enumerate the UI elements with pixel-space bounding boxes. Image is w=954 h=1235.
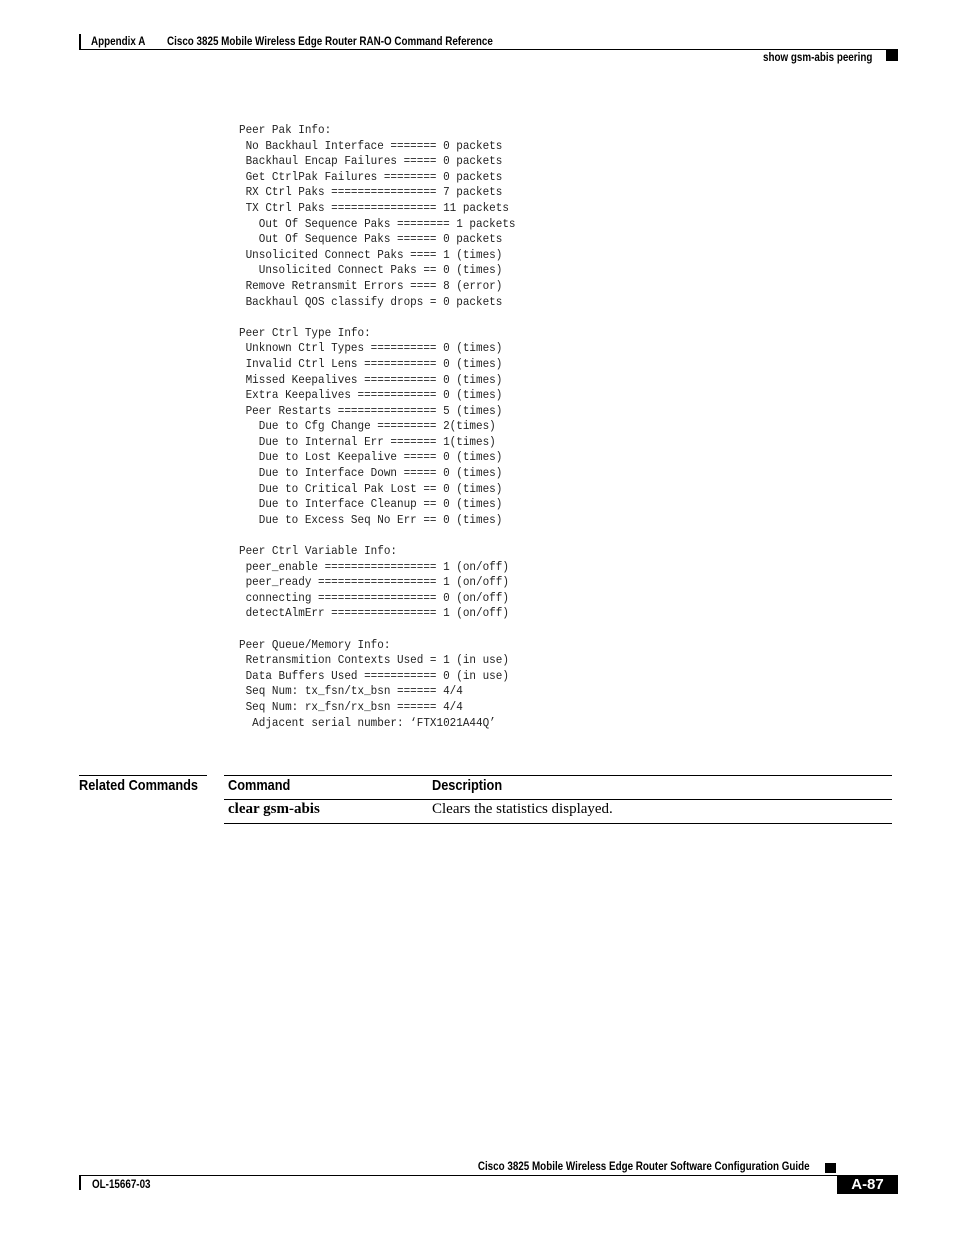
header-marker-box: [886, 50, 898, 61]
header-left-bar: [79, 34, 81, 50]
code-line: TX Ctrl Paks ================ 11 packets: [239, 200, 509, 215]
code-line: Invalid Ctrl Lens =========== 0 (times): [239, 356, 503, 371]
code-line: Peer Restarts =============== 5 (times): [239, 403, 503, 418]
code-line: No Backhaul Interface ======= 0 packets: [239, 138, 503, 153]
code-line: peer_enable ================= 1 (on/off): [239, 559, 509, 574]
page-number: A-87: [837, 1175, 898, 1194]
table-top-rule: [224, 775, 892, 776]
table-cell-command: clear gsm-abis: [228, 801, 320, 817]
code-line: Due to Lost Keepalive ===== 0 (times): [239, 450, 503, 465]
table-cell-description: Clears the statistics displayed.: [432, 801, 613, 817]
code-line: Remove Retransmit Errors ==== 8 (error): [239, 278, 503, 293]
related-commands-rule: [79, 775, 207, 776]
code-line: Out Of Sequence Paks ======== 1 packets: [239, 216, 516, 231]
header-command: show gsm-abis peering: [762, 50, 872, 64]
command-output-example: [239, 123, 516, 731]
code-line: connecting ================== 0 (on/off): [239, 590, 509, 605]
code-line: Get CtrlPak Failures ======== 0 packets: [239, 169, 503, 184]
footer-marker-box: [825, 1163, 836, 1173]
code-line: Extra Keepalives ============ 0 (times): [239, 388, 503, 403]
header-chapter: Cisco 3825 Mobile Wireless Edge Router RAN-O Command Reference: [167, 34, 493, 48]
code-line: Backhaul Encap Failures ===== 0 packets: [239, 154, 503, 169]
header-section: Appendix A: [91, 34, 146, 48]
code-line: Due to Critical Pak Lost == 0 (times): [239, 481, 503, 496]
table-bottom-rule: [224, 823, 892, 824]
footer-rule: [79, 1175, 837, 1176]
footer-guide-title: Cisco 3825 Mobile Wireless Edge Router Software Configuration Guide: [478, 1159, 810, 1173]
table-header-rule: [224, 799, 892, 800]
code-line: Due to Interface Cleanup == 0 (times): [239, 497, 503, 512]
code-line: Out Of Sequence Paks ====== 0 packets: [239, 232, 503, 247]
code-line: Peer Ctrl Variable Info:: [239, 544, 398, 559]
code-line: Unsolicited Connect Paks == 0 (times): [239, 263, 503, 278]
code-line: Peer Pak Info:: [239, 123, 332, 137]
code-line: detectAlmErr ================ 1 (on/off): [239, 606, 509, 621]
code-line: Missed Keepalives =========== 0 (times): [239, 372, 503, 387]
code-line: Backhaul QOS classify drops = 0 packets: [239, 294, 503, 309]
code-line: Due to Internal Err ======= 1(times): [239, 434, 496, 449]
code-line: Peer Ctrl Type Info:: [239, 325, 371, 340]
code-line: peer_ready ================== 1 (on/off): [239, 575, 509, 590]
code-line: Seq Num: tx_fsn/tx_bsn ====== 4/4: [239, 684, 463, 699]
footer-doc-number: OL-15667-03: [92, 1177, 151, 1191]
code-line: Due to Interface Down ===== 0 (times): [239, 466, 503, 481]
code-line: Due to Excess Seq No Err == 0 (times): [239, 512, 503, 527]
code-line: Unknown Ctrl Types ========== 0 (times): [239, 341, 503, 356]
table-header-description: Description: [432, 777, 503, 794]
code-line: Seq Num: rx_fsn/rx_bsn ====== 4/4: [239, 699, 463, 714]
code-line: Adjacent serial number: ‘FTX1021A44Q’: [239, 715, 496, 730]
code-line: Unsolicited Connect Paks ==== 1 (times): [239, 247, 503, 262]
footer-left-bar: [79, 1175, 81, 1190]
table-header-command: Command: [228, 777, 291, 794]
code-line: Retransmition Contexts Used = 1 (in use): [239, 653, 509, 668]
code-line: Peer Queue/Memory Info:: [239, 637, 391, 652]
related-commands-heading: Related Commands: [79, 777, 199, 794]
code-line: Data Buffers Used =========== 0 (in use): [239, 668, 509, 683]
code-line: RX Ctrl Paks ================ 7 packets: [239, 185, 503, 200]
code-line: Due to Cfg Change ========= 2(times): [239, 419, 496, 434]
